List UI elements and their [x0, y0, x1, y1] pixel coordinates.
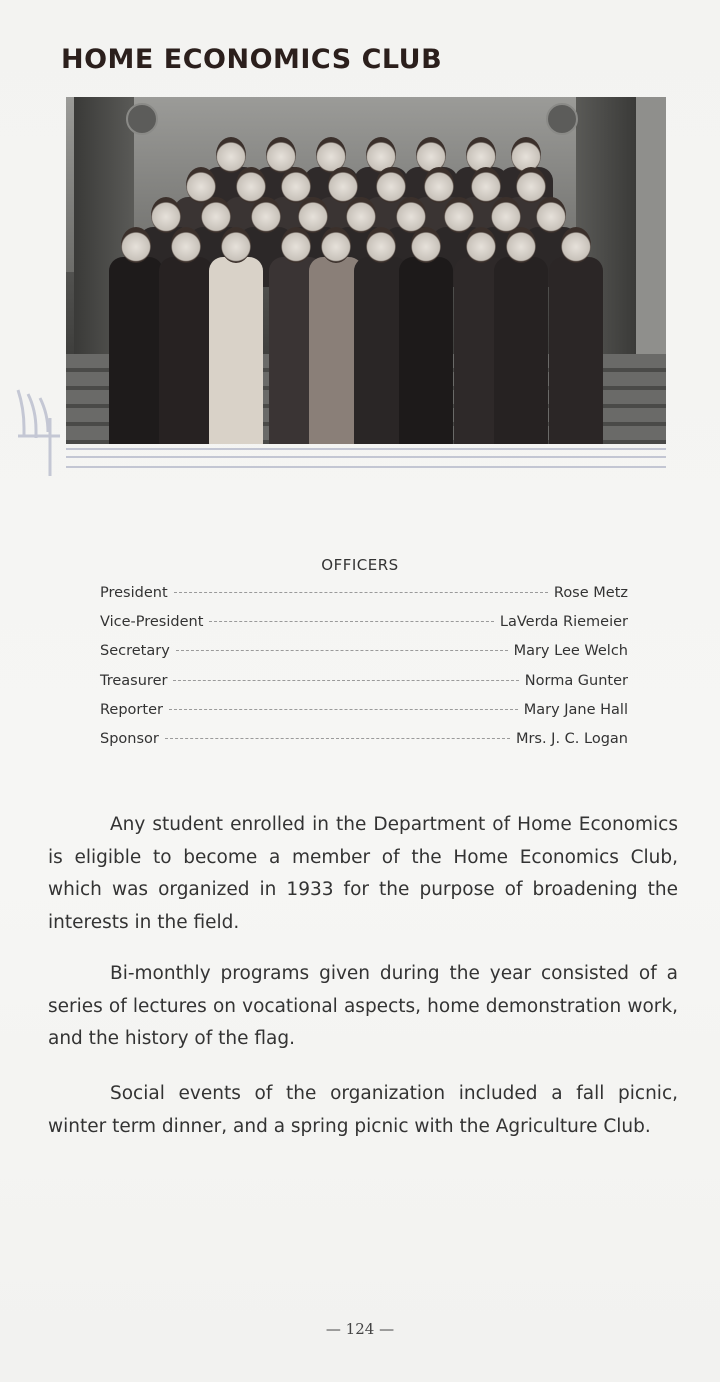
page-title: HOME ECONOMICS CLUB	[61, 44, 443, 75]
officer-name: Mary Jane Hall	[523, 701, 628, 718]
officer-row	[100, 702, 628, 724]
paragraph-social-events: Social events of the organization included a fall picnic, winter term dinner, and a spring picnic with the Agriculture Club.	[48, 1083, 678, 1137]
officer-row	[100, 673, 628, 695]
officer-name: Rose Metz	[553, 585, 628, 601]
page-number: — 124 —	[325, 1320, 395, 1338]
officer-row	[100, 731, 628, 753]
group-photo	[66, 97, 666, 444]
officer-name: LaVerda Riemeier	[499, 614, 628, 631]
horizontal-rules	[66, 448, 666, 474]
paragraph-membership: Any student enrolled in the Department of Home Economics is eligible to become a member of the Home Economics Club, which was organized in 1933 for the purpose of broadening the interests in the field.	[48, 814, 678, 933]
officer-row	[100, 614, 628, 636]
officer-name: Mrs. J. C. Logan	[515, 731, 628, 747]
officer-role: Secretary	[100, 643, 170, 660]
officer-row	[100, 585, 628, 607]
paragraph-programs: Bi-monthly programs given during the year consisted of a series of lectures on vocational aspects, home demonstration work, and the history of the flag.	[48, 963, 678, 1049]
leader-dots	[176, 650, 508, 651]
officer-role: Vice-President	[100, 614, 204, 631]
officer-role: Treasurer	[100, 672, 168, 689]
officer-role: Reporter	[100, 701, 163, 718]
officer-row	[100, 643, 628, 665]
leader-dots	[169, 709, 518, 710]
leader-dots	[173, 680, 518, 681]
leader-dots	[209, 621, 494, 622]
leader-dots	[174, 592, 548, 593]
officer-role: President	[100, 585, 168, 601]
officer-name: Norma Gunter	[524, 672, 628, 689]
officer-name: Mary Lee Welch	[513, 643, 628, 660]
decorative-flourish-icon	[14, 388, 64, 478]
officer-role: Sponsor	[100, 731, 159, 747]
officers-heading: OFFICERS	[321, 556, 399, 574]
leader-dots	[165, 738, 510, 739]
